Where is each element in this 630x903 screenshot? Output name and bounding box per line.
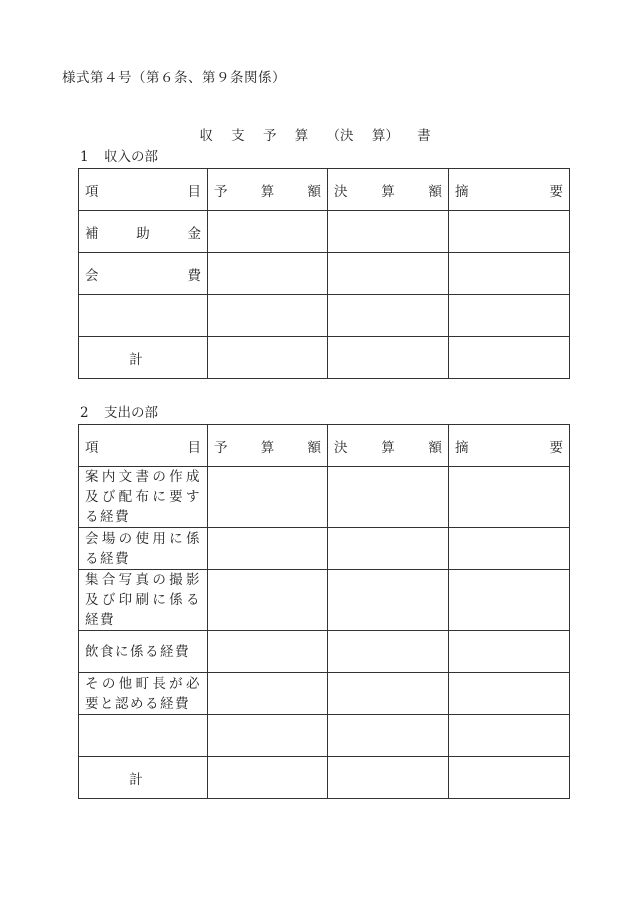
budget-cell[interactable] [208, 295, 328, 337]
income-table [78, 168, 570, 379]
budget-cell[interactable] [208, 570, 328, 631]
settlement-cell[interactable] [328, 673, 449, 715]
budget-cell[interactable] [208, 673, 328, 715]
settlement-cell[interactable] [328, 467, 449, 528]
total-label: 計 [79, 337, 208, 379]
header-settlement: 決 算 額 [328, 425, 449, 467]
settlement-cell[interactable] [328, 211, 449, 253]
title-char: 書 [417, 128, 431, 144]
row-label: 集合写真の撮影及び印刷に係る経費 [79, 570, 208, 631]
section-label: 収入の部 [104, 149, 158, 165]
row-label[interactable] [79, 715, 208, 757]
remarks-cell[interactable] [449, 631, 570, 673]
header-remarks: 摘 要 [449, 169, 570, 211]
document-title [0, 124, 630, 144]
table-row [79, 673, 570, 715]
table-row [79, 570, 570, 631]
budget-cell[interactable] [208, 211, 328, 253]
section-number: 1 [80, 149, 89, 165]
header-remarks: 摘 要 [449, 425, 570, 467]
header-item: 項 目 [79, 425, 208, 467]
budget-total-cell[interactable] [208, 757, 328, 799]
settlement-cell[interactable] [328, 631, 449, 673]
remarks-cell[interactable] [449, 211, 570, 253]
remarks-cell[interactable] [449, 337, 570, 379]
section-number: 2 [80, 405, 89, 421]
remarks-cell[interactable] [449, 570, 570, 631]
total-row [79, 337, 570, 379]
budget-cell[interactable] [208, 253, 328, 295]
remarks-cell[interactable] [449, 715, 570, 757]
settlement-cell[interactable] [328, 570, 449, 631]
title-char: 予 [262, 128, 277, 144]
header-budget: 予 算 額 [208, 425, 328, 467]
row-label: 会 費 [79, 253, 208, 295]
remarks-cell[interactable] [449, 528, 570, 570]
budget-cell[interactable] [208, 467, 328, 528]
expense-table [78, 424, 570, 799]
table-row [79, 211, 570, 253]
budget-cell[interactable] [208, 715, 328, 757]
total-row [79, 757, 570, 799]
table-row [79, 631, 570, 673]
title-char: 支 [231, 128, 245, 144]
settlement-cell[interactable] [328, 528, 449, 570]
row-label[interactable] [79, 295, 208, 337]
title-char: 算 [294, 128, 309, 144]
table-header-row [79, 425, 570, 467]
row-label: 会場の使用に係る経費 [79, 528, 208, 570]
title-char: 収 [199, 128, 213, 144]
title-char: （決 [326, 128, 354, 144]
settlement-cell[interactable] [328, 715, 449, 757]
title-char: 算） [371, 128, 399, 144]
budget-cell[interactable] [208, 528, 328, 570]
table-row [79, 467, 570, 528]
settlement-total-cell[interactable] [328, 757, 449, 799]
income-section-title [80, 145, 158, 165]
expense-section-title [80, 401, 158, 421]
table-row [79, 295, 570, 337]
remarks-cell[interactable] [449, 253, 570, 295]
settlement-total-cell[interactable] [328, 337, 449, 379]
table-header-row [79, 169, 570, 211]
budget-total-cell[interactable] [208, 337, 328, 379]
table-row [79, 528, 570, 570]
section-label: 支出の部 [104, 405, 158, 421]
header-item: 項 目 [79, 169, 208, 211]
remarks-cell[interactable] [449, 295, 570, 337]
row-label: 案内文書の作成及び配布に要する経費 [79, 467, 208, 528]
table-row [79, 253, 570, 295]
settlement-cell[interactable] [328, 295, 449, 337]
header-budget: 予 算 額 [208, 169, 328, 211]
form-number-label: 様式第４号（第６条、第９条関係） [62, 70, 286, 86]
budget-cell[interactable] [208, 631, 328, 673]
row-label: その他町長が必要と認める経費 [79, 673, 208, 715]
remarks-cell[interactable] [449, 757, 570, 799]
remarks-cell[interactable] [449, 467, 570, 528]
row-label: 飲食に係る経費 [79, 631, 208, 673]
table-row [79, 715, 570, 757]
total-label: 計 [79, 757, 208, 799]
row-label: 補 助 金 [79, 211, 208, 253]
header-settlement: 決 算 額 [328, 169, 449, 211]
settlement-cell[interactable] [328, 253, 449, 295]
remarks-cell[interactable] [449, 673, 570, 715]
